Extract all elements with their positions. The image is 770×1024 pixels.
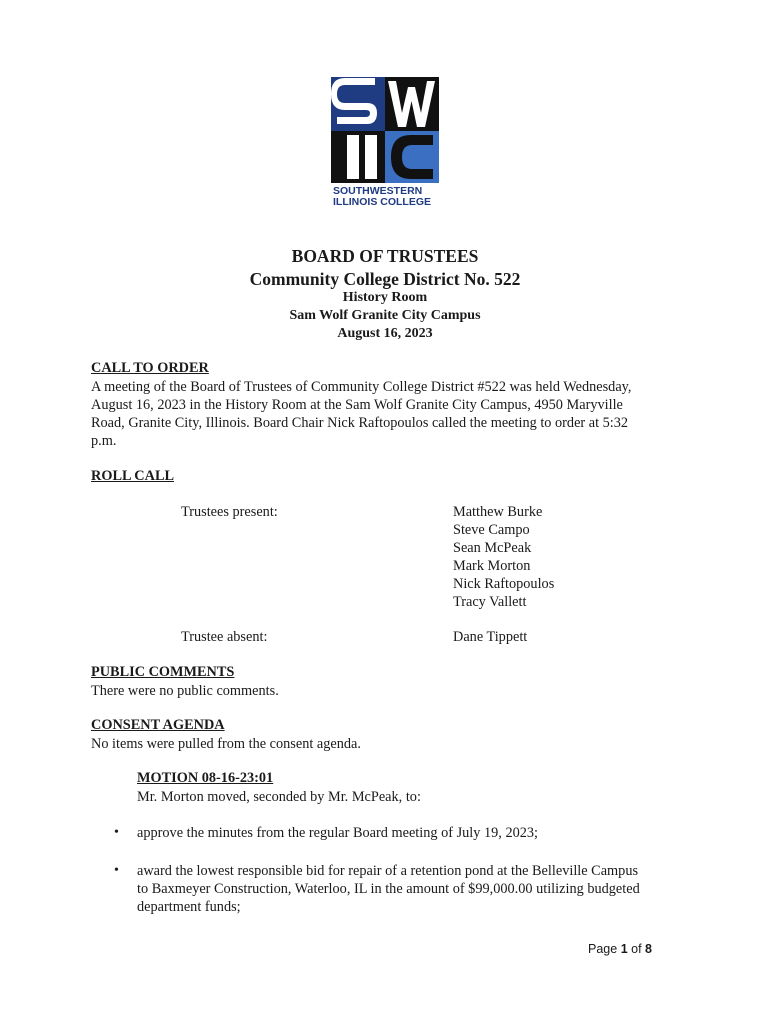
trustee-name: Mark Morton [453, 558, 531, 574]
logo-letter-i [347, 135, 359, 179]
motion-item-line: approve the minutes from the regular Board meeting of July 19, 2023; [137, 825, 539, 841]
trustee-name: Tracy Vallett [453, 594, 527, 610]
call-to-order-text [91, 378, 681, 450]
document-subtitle: Community College District No. 522 [249, 269, 521, 289]
trustee-absent-name: Dane Tippett [453, 629, 528, 645]
motion-text: Mr. Morton moved, seconded by Mr. McPeak, to: [137, 789, 421, 805]
bullet-icon: • [114, 825, 119, 840]
of-word: of [631, 942, 642, 956]
motion-item-line: to Baxmeyer Construction, Waterloo, IL in the amount of $99,000.00 utilizing budgeted [137, 881, 640, 897]
trustee-name: Matthew Burke [453, 504, 543, 520]
trustee-name: Steve Campo [453, 522, 530, 538]
trustee-name: Sean McPeak [453, 540, 532, 556]
list-item [91, 862, 691, 916]
bullet-icon: • [114, 863, 119, 878]
total-pages: 8 [645, 942, 652, 956]
call-to-order-line: August 16, 2023 in the History Room at the Sam Wolf Granite City Campus, 4950 Maryville [91, 397, 623, 413]
trustee-absent-label: Trustee absent: [181, 629, 268, 645]
meeting-location: History Room [342, 290, 428, 305]
logo-text-line2: ILLINOIS COLLEGE [333, 196, 432, 207]
trustee-name: Nick Raftopoulos [453, 576, 555, 592]
roll-call-heading: ROLL CALL [91, 468, 175, 484]
page-number [588, 942, 652, 956]
current-page: 1 [620, 942, 628, 956]
motion-item-line: department funds; [137, 899, 241, 915]
call-to-order-heading: CALL TO ORDER [91, 360, 209, 376]
list-item [91, 824, 691, 842]
motion-heading: MOTION 08-16-23:01 [137, 770, 274, 786]
trustees-present-list [453, 503, 554, 611]
logo-letter-i2 [365, 135, 377, 179]
consent-agenda-text: No items were pulled from the consent agenda. [91, 736, 361, 752]
public-comments-heading: PUBLIC COMMENTS [91, 664, 235, 680]
motion-items-list [91, 824, 691, 936]
call-to-order-line: A meeting of the Board of Trustees of Community College District #522 was held Wednesday, [91, 379, 632, 395]
document-title: BOARD OF TRUSTEES [291, 246, 479, 266]
logo-text-line1: SOUTHWESTERN [333, 185, 423, 197]
page-word: Page [588, 942, 618, 956]
meeting-campus: Sam Wolf Granite City Campus [289, 308, 481, 323]
college-logo [331, 77, 439, 207]
public-comments-text: There were no public comments. [91, 683, 279, 699]
consent-agenda-heading: CONSENT AGENDA [91, 717, 225, 733]
meeting-date: August 16, 2023 [337, 326, 433, 341]
trustees-present-label: Trustees present: [181, 504, 278, 520]
call-to-order-line: p.m. [91, 433, 117, 449]
motion-item-line: award the lowest responsible bid for repair of a retention pond at the Belleville Campus [137, 863, 639, 879]
call-to-order-line: Road, Granite City, Illinois. Board Chair Nick Raftopoulos called the meeting to order at 5:32 [91, 415, 629, 431]
